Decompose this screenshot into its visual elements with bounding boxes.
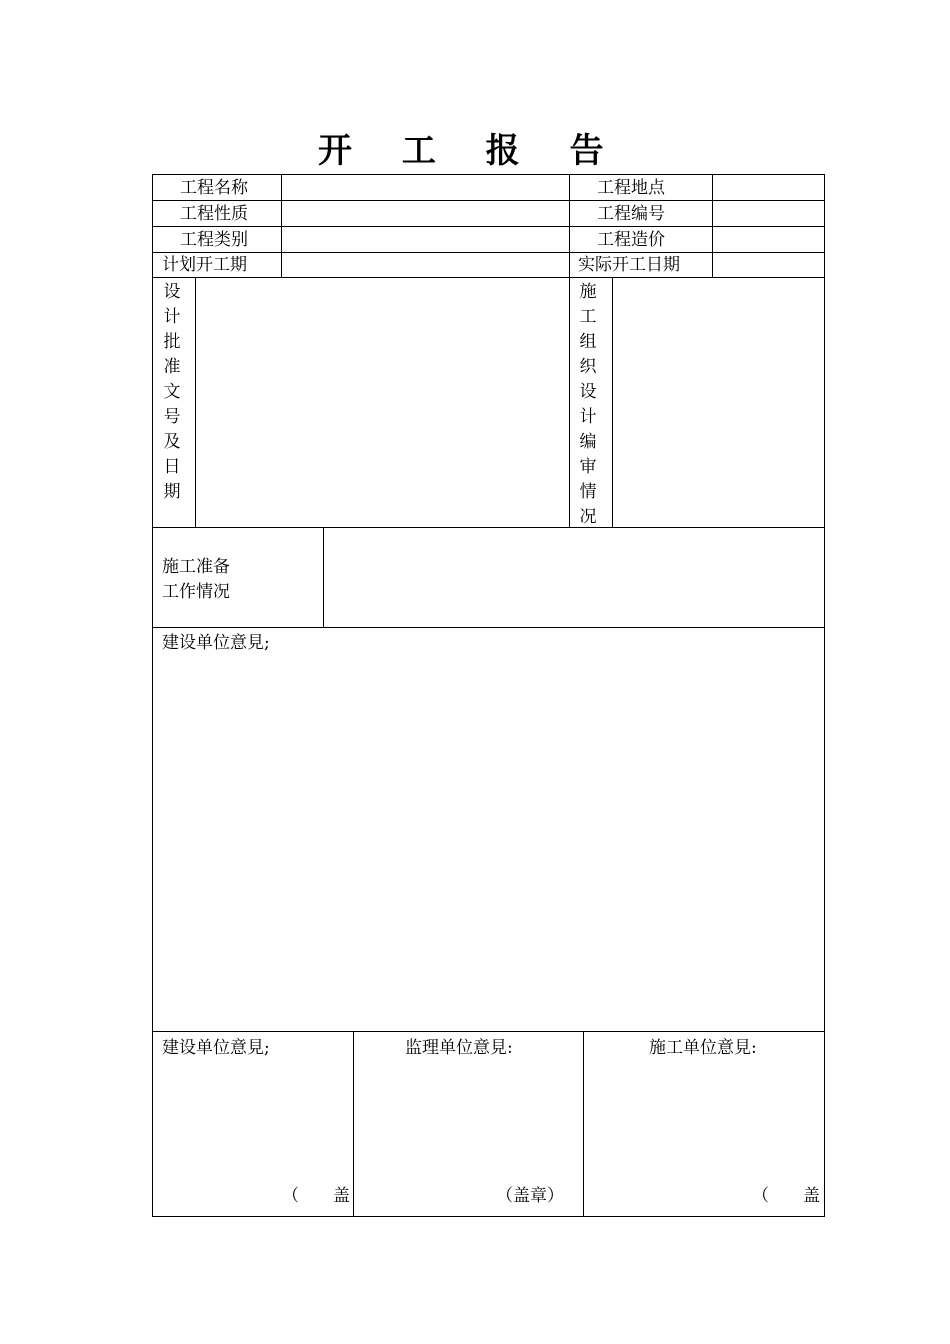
owner-opinion-label: 建设单位意見; <box>162 633 270 653</box>
row-divider <box>152 277 825 278</box>
row-divider <box>152 527 825 528</box>
bottom-owner-seal: （ 盖 <box>282 1186 350 1206</box>
col-divider <box>569 174 570 527</box>
project-category-label: 工程类别 <box>180 230 248 250</box>
col-divider <box>712 174 713 277</box>
row-divider <box>152 226 825 227</box>
bottom-owner-label: 建设单位意見; <box>162 1038 270 1058</box>
contractor-seal: （ 盖 <box>752 1186 820 1206</box>
actual-start-label: 实际开工日期 <box>578 255 680 275</box>
project-number-label: 工程编号 <box>597 204 665 224</box>
row-divider <box>152 627 825 628</box>
col-divider <box>353 1031 354 1217</box>
row-divider <box>152 200 825 201</box>
supervisor-label: 监理单位意見: <box>405 1038 513 1058</box>
owner-opinion-field[interactable] <box>154 656 822 1028</box>
col-divider <box>612 277 613 527</box>
col-divider <box>195 277 196 527</box>
prep-label-line1: 施工准备 <box>162 557 230 577</box>
construction-org-label: 施工组织设计编审情况 <box>579 282 597 527</box>
prep-label-line2: 工作情况 <box>162 582 230 602</box>
project-nature-label: 工程性质 <box>180 204 248 224</box>
project-name-label: 工程名称 <box>180 178 248 198</box>
project-location-label: 工程地点 <box>597 178 665 198</box>
row-divider <box>152 1031 825 1032</box>
page-title: 开 工 报 告 <box>318 131 623 171</box>
project-cost-label: 工程造价 <box>597 230 665 250</box>
contractor-label: 施工单位意見: <box>649 1038 757 1058</box>
row-divider <box>152 252 825 253</box>
construction-org-field[interactable] <box>614 279 822 525</box>
design-approval-field[interactable] <box>197 279 567 525</box>
prep-field[interactable] <box>325 529 822 625</box>
planned-start-label: 计划开工期 <box>162 255 247 275</box>
supervisor-seal: （盖章） <box>496 1186 564 1206</box>
design-approval-label: 设计批准文号及日期 <box>163 282 181 502</box>
col-divider <box>281 174 282 277</box>
col-divider <box>323 527 324 627</box>
col-divider <box>583 1031 584 1217</box>
